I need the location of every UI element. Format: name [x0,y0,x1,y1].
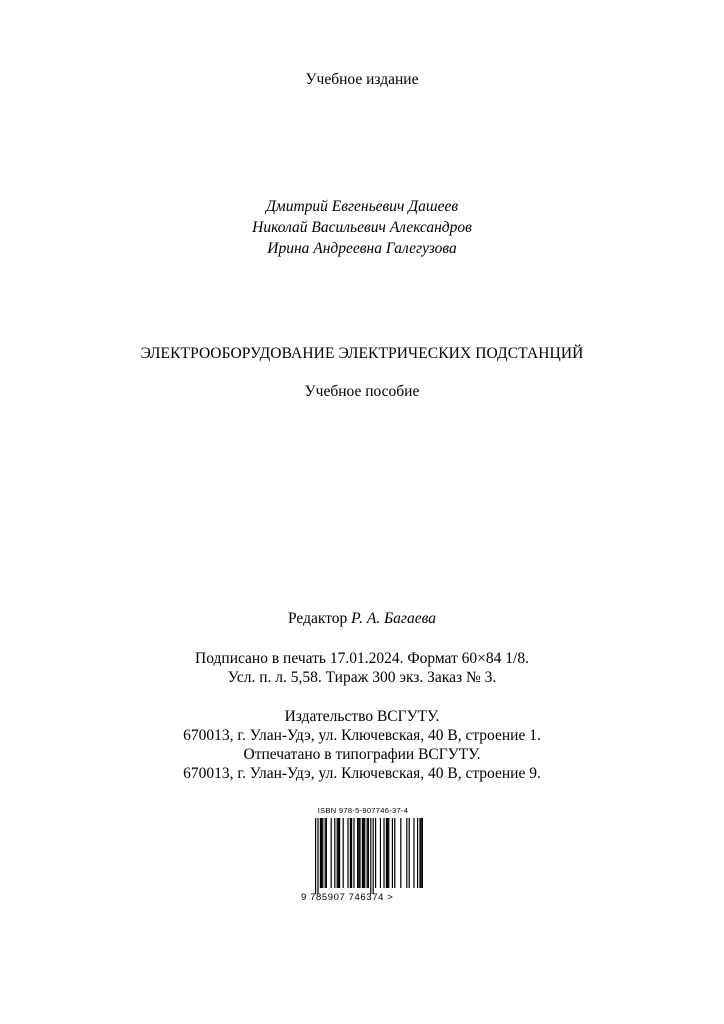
barcode-bar [417,818,418,888]
barcode-bar [388,818,389,888]
publisher-address: 670013, г. Улан-Удэ, ул. Ключевская, 40 В, строение 1. [183,727,541,744]
barcode-bar [406,818,407,888]
barcode-bar [347,818,348,888]
barcode-bar [350,818,351,888]
barcode-bar [421,818,422,888]
isbn-digits: 9 785907 746374 > [301,892,394,903]
barcode-bar [331,818,332,888]
printer-name: Отпечатано в типографии ВСГУТУ. [243,746,481,763]
barcode-bar [339,818,340,888]
barcode-bar [409,818,410,888]
barcode-bar [419,818,420,888]
barcode-bar [326,818,327,888]
barcode-bar [359,818,360,888]
barcode-bar [375,818,376,888]
barcode-bar [363,818,364,888]
book-subtitle: Учебное пособие [304,383,420,400]
barcode-bar [334,818,335,888]
barcode-bar [386,818,387,888]
barcode-bar [358,818,359,888]
book-title: ЭЛЕКТРООБОРУДОВАНИЕ ЭЛЕКТРИЧЕСКИХ ПОДСТАНЦИЙ [140,345,584,362]
publisher-name: Издательство ВСГУТУ. [284,708,440,725]
print-signed-line: Подписано в печать 17.01.2024. Формат 60×84 1/8. [195,650,529,667]
barcode-bar [413,818,414,888]
barcode-bar [392,818,393,888]
barcode-bar [343,818,344,888]
isbn-label: ISBN 978-5-907746-37-4 [317,806,409,815]
barcode-bar [320,818,321,888]
barcode-bar [315,818,316,894]
barcode-bar [357,818,358,888]
barcode-bar [351,818,352,888]
author-2: Николай Васильевич Александров [252,219,472,236]
barcode-bar [394,818,395,888]
editor-line [0,609,724,629]
printer-address: 670013, г. Улан-Удэ, ул. Ключевская, 40 В, строение 9. [183,765,541,782]
barcode-bar [325,818,326,888]
barcode-bar [337,818,338,888]
edition-type: Учебное издание [305,71,419,88]
barcode-bar [422,818,423,888]
editor-name: Р. А. Багаева [351,610,436,627]
author-3: Ирина Андреевна Галегузова [267,240,457,257]
barcode-bar [383,818,384,888]
barcode-bar [322,818,323,888]
barcode-bars [301,818,425,894]
barcode-bar [367,818,368,888]
barcode-bar [380,818,381,888]
barcode-bar [387,818,388,888]
editor-label: Редактор [288,610,352,627]
barcode-bar [338,818,339,888]
print-details-line: Усл. п. л. 5,58. Тираж 300 экз. Заказ № 3. [227,669,497,686]
barcode-bar [373,818,374,894]
barcode-bar [317,818,318,894]
barcode-bar [370,818,371,894]
barcode-bar [321,818,322,888]
barcode-bar [364,818,365,888]
barcode-bar [362,818,363,888]
author-1: Дмитрий Евгеньевич Дашеев [265,198,459,215]
isbn-barcode [301,806,425,906]
barcode-bar [400,818,401,888]
barcode-bar [368,818,369,888]
barcode-bar [353,818,354,888]
